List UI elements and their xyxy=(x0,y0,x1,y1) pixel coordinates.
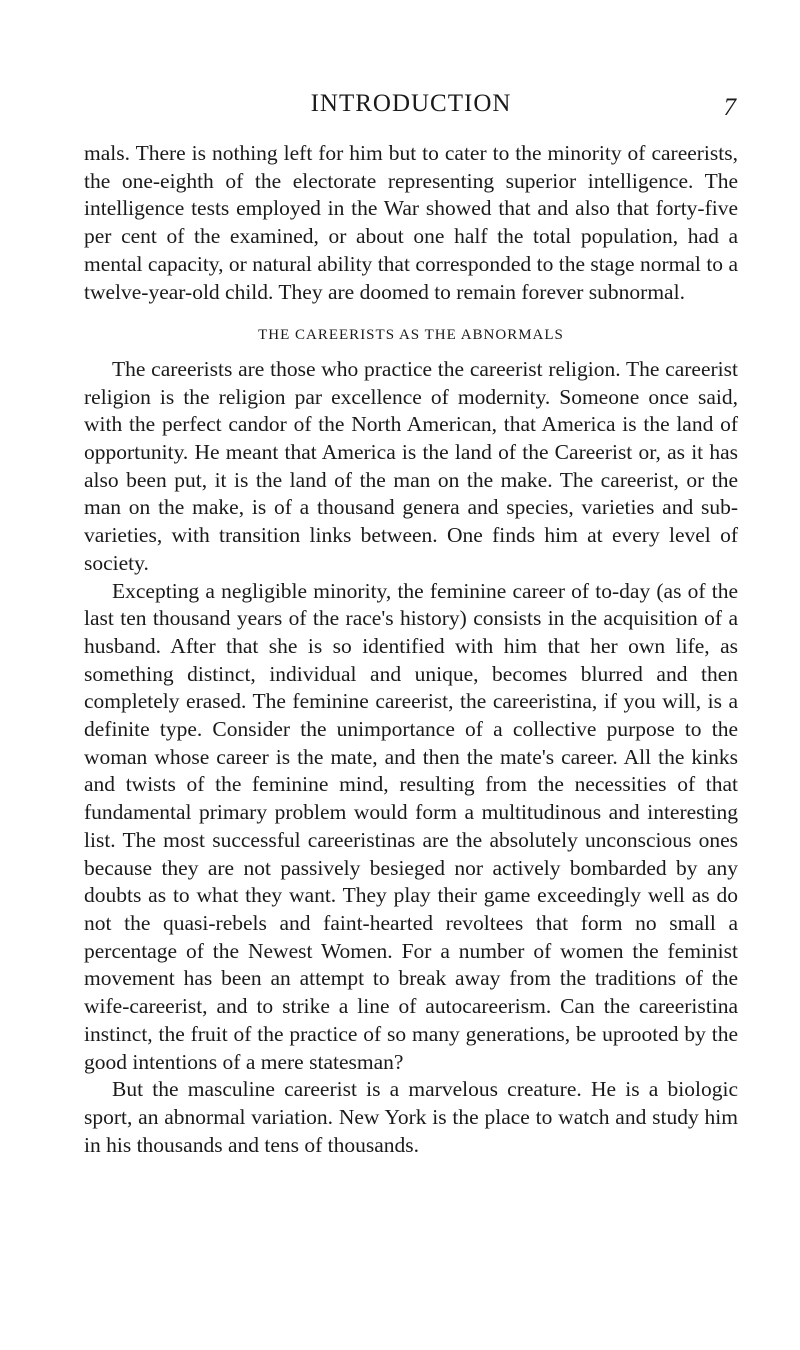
section-heading: THE CAREERISTS AS THE ABNORMALS xyxy=(258,327,564,344)
paragraph: Excepting a negligible minority, the feminine career of to-day (as of the last ten thousand years of the race's history) consists in the acquisition of a husband. After that she is so identified with him that her own life, as something distinct, individual and unique, becomes blurred and then completely erased. The feminine careerist, the careeristina, if you will, is a definite type. Consider the unimportance of a collective purpose to the woman whose career is the mate, and then the mate's career. All the kinks and twists of the feminine mind, resulting from the necessities of that fundamental primary problem would form a multitudinous and interesting list. The most successful careeristinas are the absolutely unconscious ones because they are not passively besieged nor actively bombarded by any doubts as to what they want. They play their game exceedingly well as do not the quasi-rebels and faint-hearted revoltees that form no small a percentage of the Newest Women. For a number of women the feminist movement has been an attempt to break away from the traditions of the wife-careerist, and to strike a line of autocareerism. Can the careeristina instinct, the fruit of the practice of so many generations, be uprooted by the good intentions of a mere statesman? xyxy=(84,578,738,1074)
page-number: 7 xyxy=(723,94,736,121)
paragraph: The careerists are those who practice the careerist religion. The careerist religion is the religion par excellence of modernity. Someone once said, with the perfect candor of the North American, that America is the land of opportunity. He meant that America is the land of the Careerist or, as it has also been put, it is the land of the man on the make. The careerist, or the man on the make, is of a thousand genera and species, varieties and sub-varieties, with transition links between. One finds him at every level of society. xyxy=(84,356,738,575)
running-head xyxy=(84,90,738,140)
running-title: INTRODUCTION xyxy=(310,90,512,117)
body-text xyxy=(84,140,738,1159)
paragraph: But the masculine careerist is a marvelous creature. He is a biologic sport, an abnormal variation. New York is the place to watch and study him in his thousands and tens of thousands. xyxy=(84,1077,738,1157)
book-page xyxy=(84,0,738,1159)
paragraph-continued: mals. There is nothing left for him but to cater to the minority of careerists, the one-eighth of the electorate representing superior intelligence. The intelligence tests employed in the War showed that and also that forty-five per cent of the examined, or about one half the total population, had a mental capacity, or natural ability that corresponded to the stage normal to a twelve-year-old child. They are doomed to remain forever subnormal. xyxy=(84,141,738,304)
